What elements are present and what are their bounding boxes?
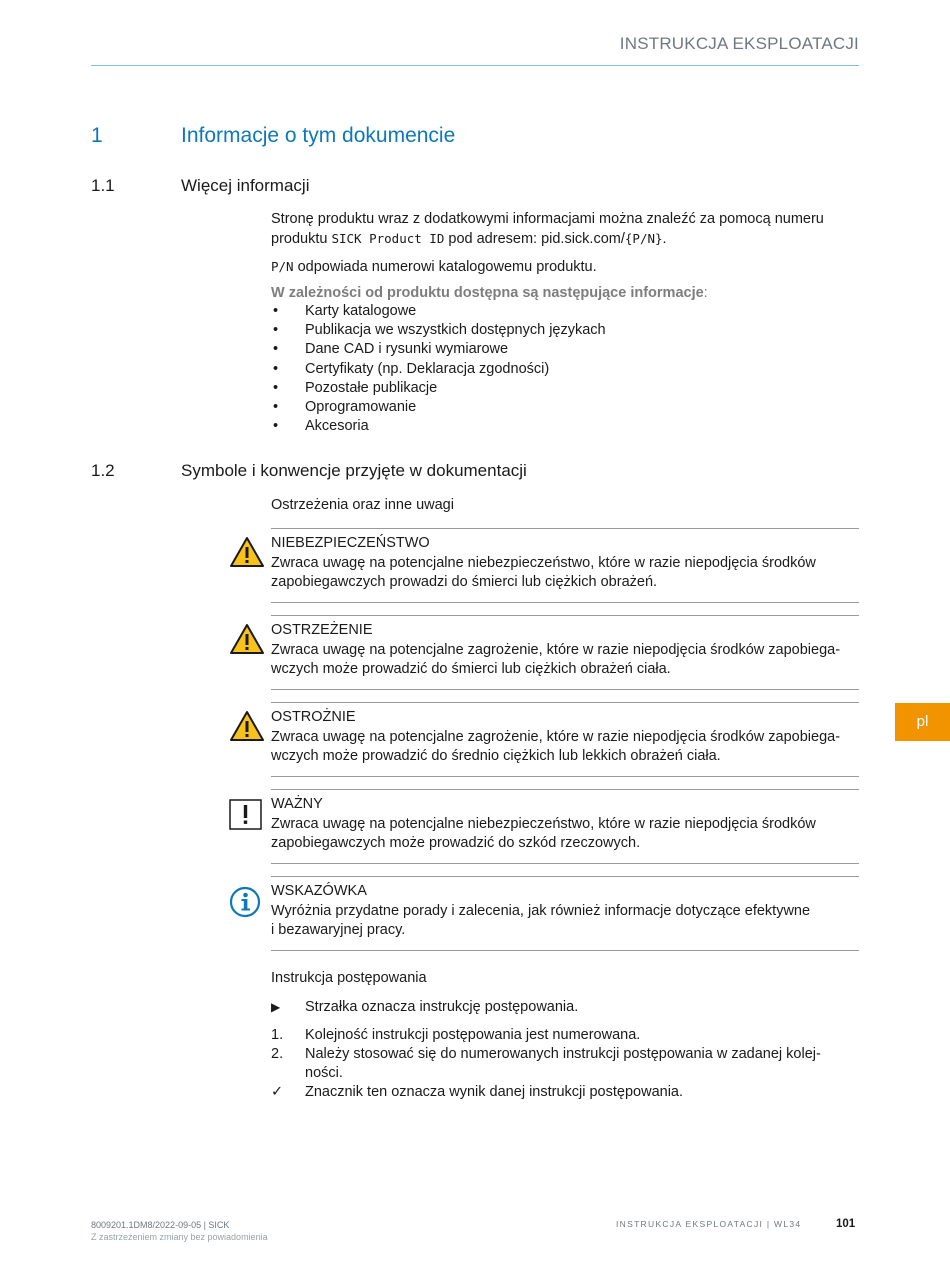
subsection-title: Więcej informacji xyxy=(181,176,310,195)
paragraph-product-page: Stronę produktu wraz z dodatkowymi informacjami można znaleźć za pomocą numeru produktu SICK Product ID pod adresem: pid.sick.com/{P/N}. xyxy=(271,211,824,247)
notice-rule-top xyxy=(271,615,859,616)
checkmark-icon: ✓ xyxy=(271,1084,284,1100)
subsection-number: 1.2 xyxy=(91,461,115,480)
subsection-number: 1.1 xyxy=(91,176,115,195)
warning-triangle-icon xyxy=(229,623,265,655)
notice-title: WSKAZÓWKA xyxy=(271,883,367,899)
list-item: 2. Należy stosować się do numerowanych instrukcji postępowania w zadanej kolej- ności. xyxy=(271,1046,821,1081)
notice-text: Zwraca uwagę na potencjalne niebezpieczeństwo, które w razie niepodjęcia środków zapobiegawczych może prowadzić do szkód rzeczowych. xyxy=(271,816,816,851)
notice-text: Zwraca uwagę na potencjalne zagrożenie, które w razie niepodjęcia środków zapobiega- wczych może prowadzić do śmierci lub ciężkich obrażeń ciała. xyxy=(271,642,841,677)
section-title: Informacje o tym dokumencie xyxy=(181,124,456,147)
warnings-heading: Ostrzeżenia oraz inne uwagi xyxy=(271,497,454,513)
running-header: INSTRUKCJA EKSPLOATACJI xyxy=(619,34,859,53)
list-item: ▶ Strzałka oznacza instrukcję postępowania. xyxy=(271,999,579,1015)
warning-triangle-icon xyxy=(229,710,265,742)
list-item: 1. Kolejność instrukcji postępowania jest numerowana. xyxy=(271,1027,641,1043)
footer-title: INSTRUKCJA EKSPLOATACJI | WL34 xyxy=(616,1219,802,1229)
header-rule xyxy=(91,65,859,66)
page-number: 101 xyxy=(836,1218,856,1230)
notice-rule-top xyxy=(271,789,859,790)
notice-rule-top xyxy=(271,876,859,877)
list-item: ✓ Znacznik ten oznacza wynik danej instrukcji postępowania. xyxy=(271,1084,684,1100)
exclamation-box-icon xyxy=(229,799,263,831)
info-circle-icon xyxy=(229,886,263,920)
section-number: 1 xyxy=(91,124,103,147)
notice-text: Zwraca uwagę na potencjalne zagrożenie, które w razie niepodjęcia środków zapobiega- wczych może prowadzić do średnio ciężkich lub lekkich obrażeń ciała. xyxy=(271,729,841,764)
notice-title: WAŻNY xyxy=(271,796,323,812)
footer-notice: Z zastrzeżeniem zmiany bez powiadomienia xyxy=(91,1232,268,1242)
paragraph-pn: P/N odpowiada numerowi katalogowemu produktu. xyxy=(271,259,597,275)
instructions-heading: Instrukcja postępowania xyxy=(271,970,427,986)
notice-title: OSTRZEŻENIE xyxy=(271,622,373,638)
footer-doc-info xyxy=(91,1219,268,1243)
notice-rule-bottom xyxy=(271,689,859,690)
arrow-icon: ▶ xyxy=(271,1000,281,1014)
notice-rule-bottom xyxy=(271,950,859,951)
footer-doc-id: 8009201.1DM8/2022-09-05 | SICK xyxy=(91,1220,230,1230)
notice-text: Wyróżnia przydatne porady i zalecenia, jak również informacje dotyczące efektywne i bezawaryjnej pracy. xyxy=(271,903,811,938)
notice-text: Zwraca uwagę na potencjalne niebezpieczeństwo, które w razie niepodjęcia środków zapobiegawczych prowadzi do śmierci lub ciężkich obrażeń. xyxy=(271,555,816,590)
subsection-title: Symbole i konwencje przyjęte w dokumentacji xyxy=(181,461,527,480)
paragraph-available-info: W zależności od produktu dostępna są następujące informacje: xyxy=(271,285,708,301)
notice-title: OSTROŻNIE xyxy=(271,709,356,725)
language-tab: pl xyxy=(895,703,950,741)
notice-rule-top xyxy=(271,702,859,703)
warning-triangle-icon xyxy=(229,536,265,568)
notice-title: NIEBEZPIECZEŃSTWO xyxy=(271,535,430,551)
instruction-list xyxy=(271,998,859,1102)
notice-rule-bottom xyxy=(271,776,859,777)
notice-rule-bottom xyxy=(271,602,859,603)
notice-rule-bottom xyxy=(271,863,859,864)
notice-rule-top xyxy=(271,528,859,529)
